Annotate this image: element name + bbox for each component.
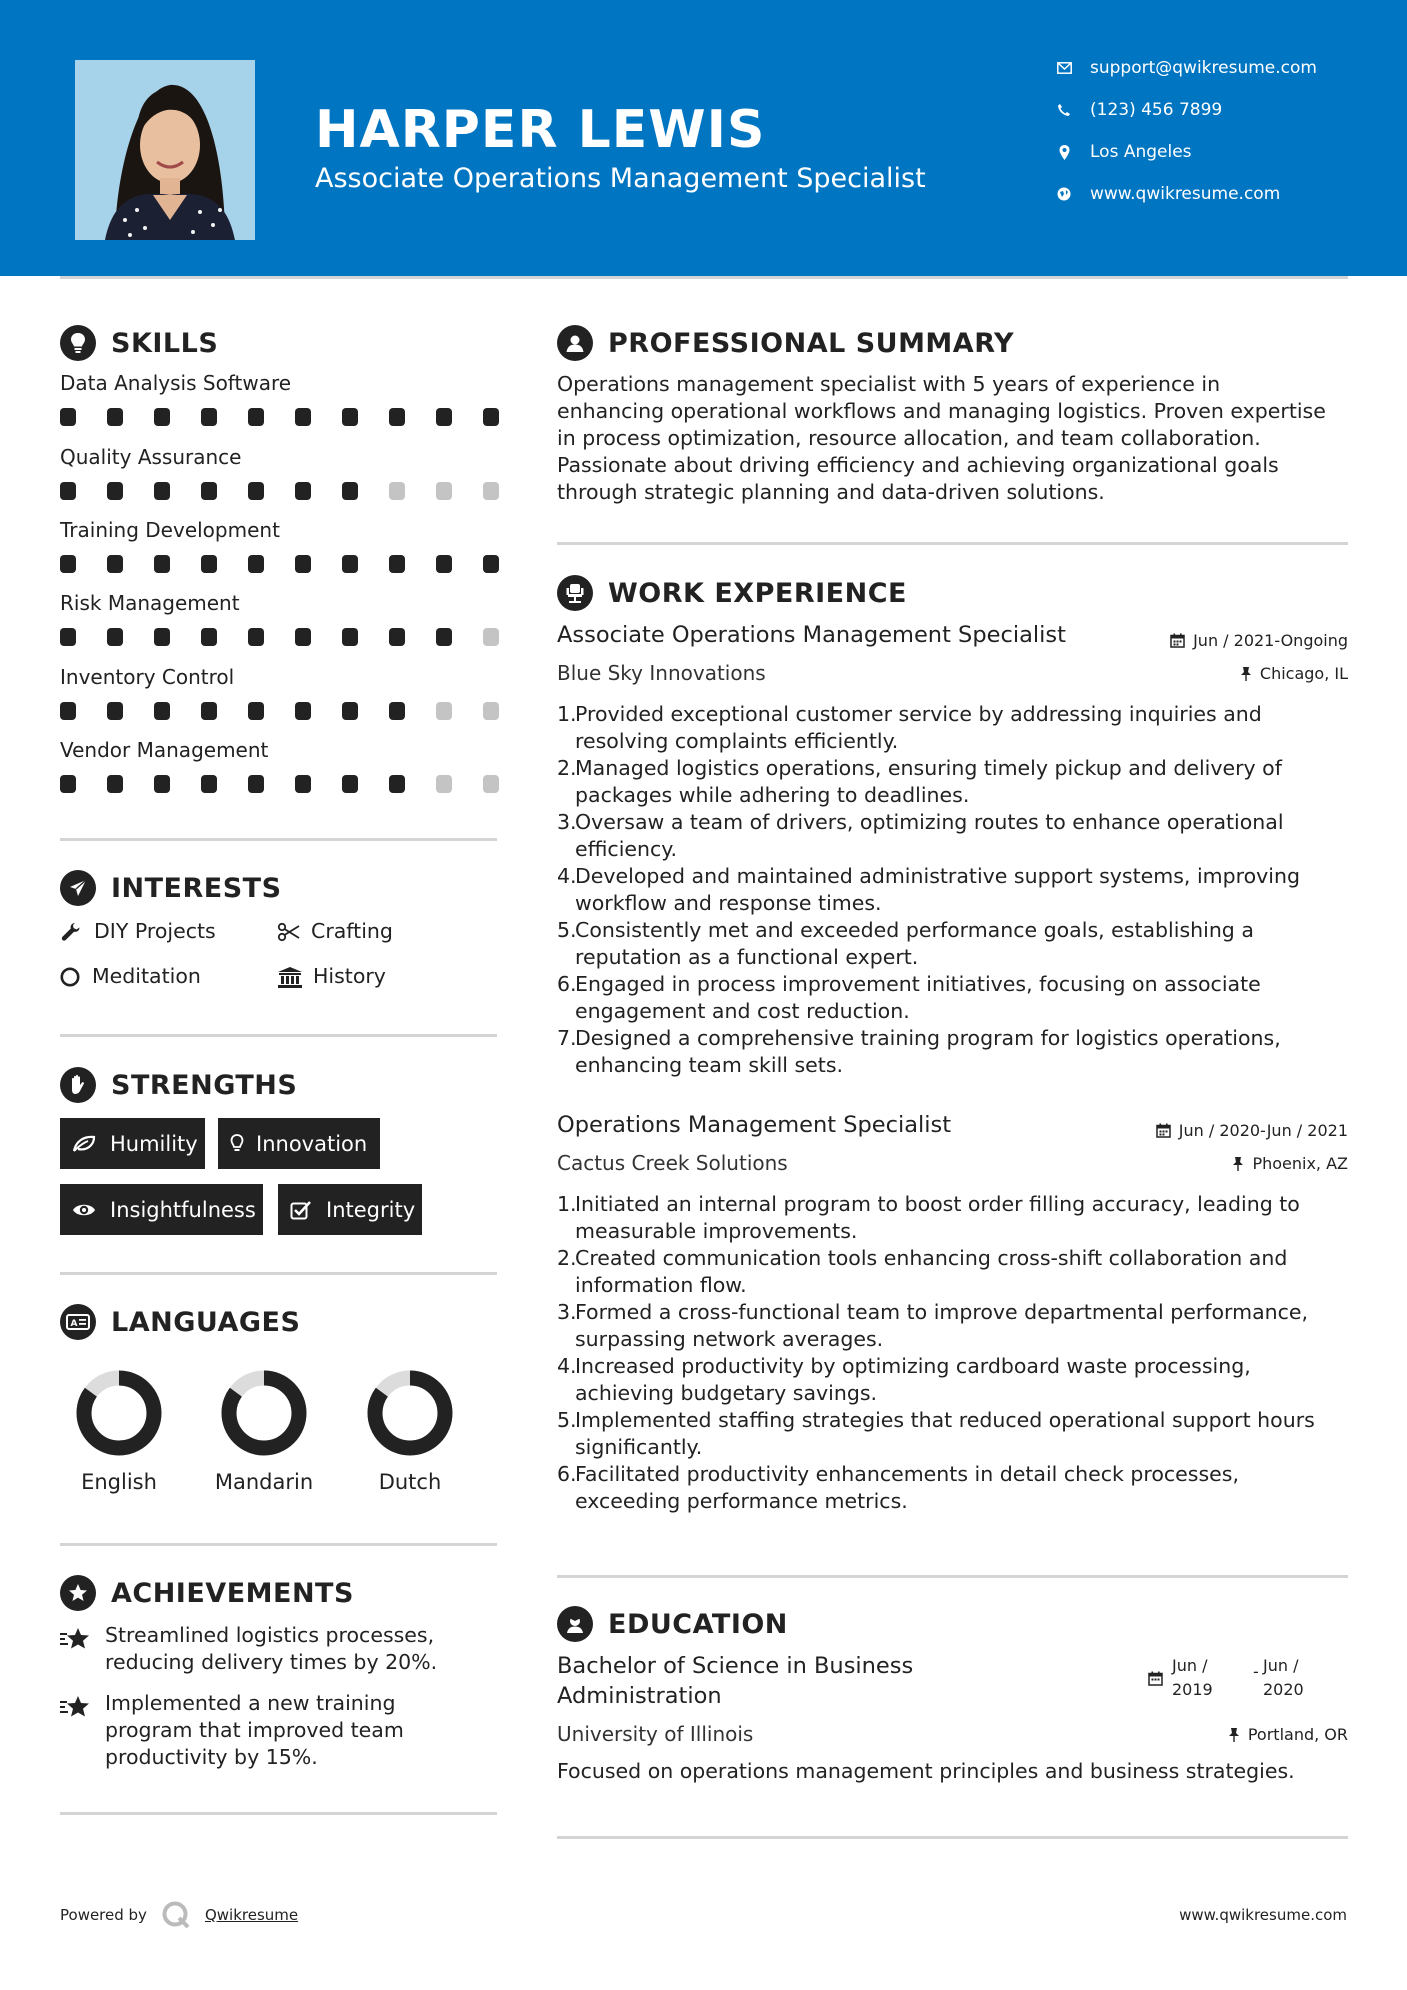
contact-location xyxy=(1055,142,1385,162)
skill-dot xyxy=(342,775,358,793)
eye-icon xyxy=(72,1202,96,1218)
skill-dot xyxy=(342,408,358,426)
skill-dot xyxy=(483,482,499,500)
school-name: University of Illinois xyxy=(557,1722,754,1746)
skill-name: Data Analysis Software xyxy=(60,371,292,395)
phone-icon xyxy=(1055,101,1073,119)
skill-dot xyxy=(201,628,217,646)
language-name: Dutch xyxy=(378,1470,442,1494)
skill-dot xyxy=(60,702,76,720)
skill-dot xyxy=(295,555,311,573)
lightbulb-icon xyxy=(60,325,96,361)
skill-dot xyxy=(154,408,170,426)
skill-dot xyxy=(107,775,123,793)
skill-dot xyxy=(248,482,264,500)
section-divider xyxy=(60,1812,497,1815)
summary-heading: PROFESSIONAL SUMMARY xyxy=(557,325,1014,361)
language-donut xyxy=(221,1370,307,1456)
skill-dot xyxy=(483,775,499,793)
education-dates: Jun / 2019 - Jun / 2020 xyxy=(1148,1656,1348,1706)
degree-line-2: Administration xyxy=(557,1683,722,1709)
job-company: Blue Sky Innovations xyxy=(557,661,766,685)
skill-dot xyxy=(342,482,358,500)
skill-dot xyxy=(107,482,123,500)
skill-dot xyxy=(154,482,170,500)
resume-header xyxy=(0,0,1407,276)
circle-icon xyxy=(60,967,80,987)
office-chair-icon xyxy=(557,575,593,611)
check-square-icon xyxy=(290,1200,312,1220)
paper-plane-icon xyxy=(60,870,96,906)
graduate-icon xyxy=(557,1606,593,1642)
skill-dot xyxy=(201,408,217,426)
contact-email-text: support@qwikresume.com xyxy=(1090,58,1317,78)
qwikresume-link[interactable]: Qwikresume xyxy=(204,1906,299,1924)
svg-text:A: A xyxy=(70,1319,78,1329)
raised-hand-icon xyxy=(60,1067,96,1103)
skill-dot xyxy=(248,628,264,646)
skill-dot xyxy=(389,628,405,646)
strength-chip: Innovation xyxy=(218,1118,380,1169)
skill-dot xyxy=(154,775,170,793)
section-divider xyxy=(557,1836,1348,1839)
section-divider xyxy=(557,1575,1348,1578)
skill-dot xyxy=(248,408,264,426)
contact-phone[interactable] xyxy=(1055,100,1385,120)
job-role: Associate Operations Management Specialist xyxy=(557,622,1066,648)
skill-dot xyxy=(436,555,452,573)
profile-photo xyxy=(75,60,255,240)
skill-name: Vendor Management xyxy=(60,738,269,762)
job-location: Chicago, IL xyxy=(1240,664,1348,683)
skill-dot xyxy=(60,482,76,500)
star-icon xyxy=(60,1694,92,1724)
contact-email[interactable] xyxy=(1055,58,1385,78)
education-description: Focused on operations management principles and business strategies. xyxy=(557,1759,1295,1783)
skill-dot xyxy=(389,702,405,720)
skill-dot xyxy=(295,408,311,426)
skill-dot xyxy=(389,775,405,793)
interest-item: Meditation xyxy=(60,963,201,990)
education-heading: EDUCATION xyxy=(557,1606,788,1642)
job-dates: Jun / 2021-Ongoing xyxy=(1170,631,1348,650)
skill-name: Inventory Control xyxy=(60,665,235,689)
candidate-title: Associate Operations Management Specialist xyxy=(315,163,926,194)
skill-dot xyxy=(60,628,76,646)
skill-dot xyxy=(483,408,499,426)
footer-url[interactable]: www.qwikresume.com xyxy=(1179,1906,1347,1924)
skill-dot xyxy=(248,775,264,793)
skill-dot xyxy=(201,482,217,500)
contact-location-text: Los Angeles xyxy=(1090,142,1192,162)
skill-dot xyxy=(154,555,170,573)
interest-item: History xyxy=(277,963,386,990)
calendar-icon xyxy=(1148,1671,1163,1690)
skills-heading: SKILLS xyxy=(60,325,218,361)
strengths-heading: STRENGTHS xyxy=(60,1067,297,1103)
skill-dot xyxy=(436,775,452,793)
contact-website[interactable] xyxy=(1055,184,1385,204)
language-card-icon xyxy=(60,1304,96,1340)
skill-dot xyxy=(389,408,405,426)
job-dates: Jun / 2020-Jun / 2021 xyxy=(1156,1121,1348,1140)
pushpin-icon xyxy=(1240,666,1252,682)
skill-dot xyxy=(342,702,358,720)
star-badge-icon xyxy=(60,1575,96,1611)
skill-dot xyxy=(60,555,76,573)
skill-dot xyxy=(436,482,452,500)
pushpin-icon xyxy=(1232,1156,1244,1172)
skill-dot xyxy=(60,775,76,793)
skill-dot xyxy=(248,702,264,720)
skill-dot xyxy=(107,702,123,720)
skill-dot xyxy=(201,775,217,793)
skill-dot xyxy=(436,408,452,426)
user-icon xyxy=(557,325,593,361)
candidate-name: HARPER LEWIS xyxy=(315,100,766,160)
language-name: Mandarin xyxy=(214,1470,314,1494)
envelope-icon xyxy=(1055,59,1073,77)
skill-dot xyxy=(107,555,123,573)
leaf-icon xyxy=(72,1135,96,1153)
header-divider xyxy=(60,276,1348,279)
skill-dot xyxy=(60,408,76,426)
star-icon xyxy=(60,1626,92,1656)
section-divider xyxy=(60,838,497,841)
calendar-icon xyxy=(1170,633,1185,648)
map-pin-icon xyxy=(1055,143,1073,161)
skill-dot xyxy=(342,628,358,646)
skill-dot xyxy=(295,775,311,793)
skill-name: Quality Assurance xyxy=(60,445,242,469)
section-divider xyxy=(60,1272,497,1275)
achievements-heading: ACHIEVEMENTS xyxy=(60,1575,354,1611)
interest-item: Crafting xyxy=(277,918,393,945)
skill-name: Training Development xyxy=(60,518,280,542)
lightbulb-icon xyxy=(230,1134,244,1154)
skill-dot xyxy=(342,555,358,573)
section-divider xyxy=(557,542,1348,545)
scissors-icon xyxy=(277,922,301,942)
skill-dot xyxy=(295,702,311,720)
museum-icon xyxy=(277,966,303,988)
skill-dot xyxy=(154,702,170,720)
languages-heading: A LANGUAGES xyxy=(60,1304,300,1340)
job-company: Cactus Creek Solutions xyxy=(557,1151,788,1175)
skill-dot xyxy=(154,628,170,646)
skill-dot xyxy=(107,628,123,646)
job-location: Phoenix, AZ xyxy=(1232,1154,1348,1173)
skill-dot xyxy=(107,408,123,426)
skill-dot xyxy=(295,628,311,646)
strength-chip: Integrity xyxy=(278,1184,422,1235)
skill-dot xyxy=(389,482,405,500)
strength-chip: Insightfulness xyxy=(60,1184,263,1235)
language-donut xyxy=(76,1370,162,1456)
section-divider xyxy=(60,1034,497,1037)
globe-icon xyxy=(1055,185,1073,203)
education-location: Portland, OR xyxy=(1228,1725,1348,1744)
degree-line-1: Bachelor of Science in Business xyxy=(557,1653,914,1679)
interest-item: DIY Projects xyxy=(60,918,216,945)
qwikresume-logo-icon xyxy=(161,1900,191,1930)
skill-dot xyxy=(483,702,499,720)
skill-dot xyxy=(483,555,499,573)
experience-heading: WORK EXPERIENCE xyxy=(557,575,907,611)
strength-chip: Humility xyxy=(60,1118,205,1169)
skill-dot xyxy=(201,555,217,573)
skill-dot xyxy=(295,482,311,500)
contact-website-text: www.qwikresume.com xyxy=(1090,184,1281,204)
contact-phone-text: (123) 456 7899 xyxy=(1090,100,1223,120)
language-name: English xyxy=(81,1470,157,1494)
skill-dot xyxy=(436,702,452,720)
skill-dot xyxy=(436,628,452,646)
section-divider xyxy=(60,1543,497,1546)
skill-dot xyxy=(483,628,499,646)
language-donut xyxy=(367,1370,453,1456)
job-role: Operations Management Specialist xyxy=(557,1112,952,1138)
footer-powered-by: Powered by Qwikresume xyxy=(60,1900,298,1930)
skill-dot xyxy=(201,702,217,720)
skill-name: Risk Management xyxy=(60,591,240,615)
wrench-icon xyxy=(60,921,82,943)
skill-dot xyxy=(248,555,264,573)
pushpin-icon xyxy=(1228,1727,1240,1743)
calendar-icon xyxy=(1156,1123,1171,1138)
skill-dot xyxy=(389,555,405,573)
interests-heading: INTERESTS xyxy=(60,870,282,906)
